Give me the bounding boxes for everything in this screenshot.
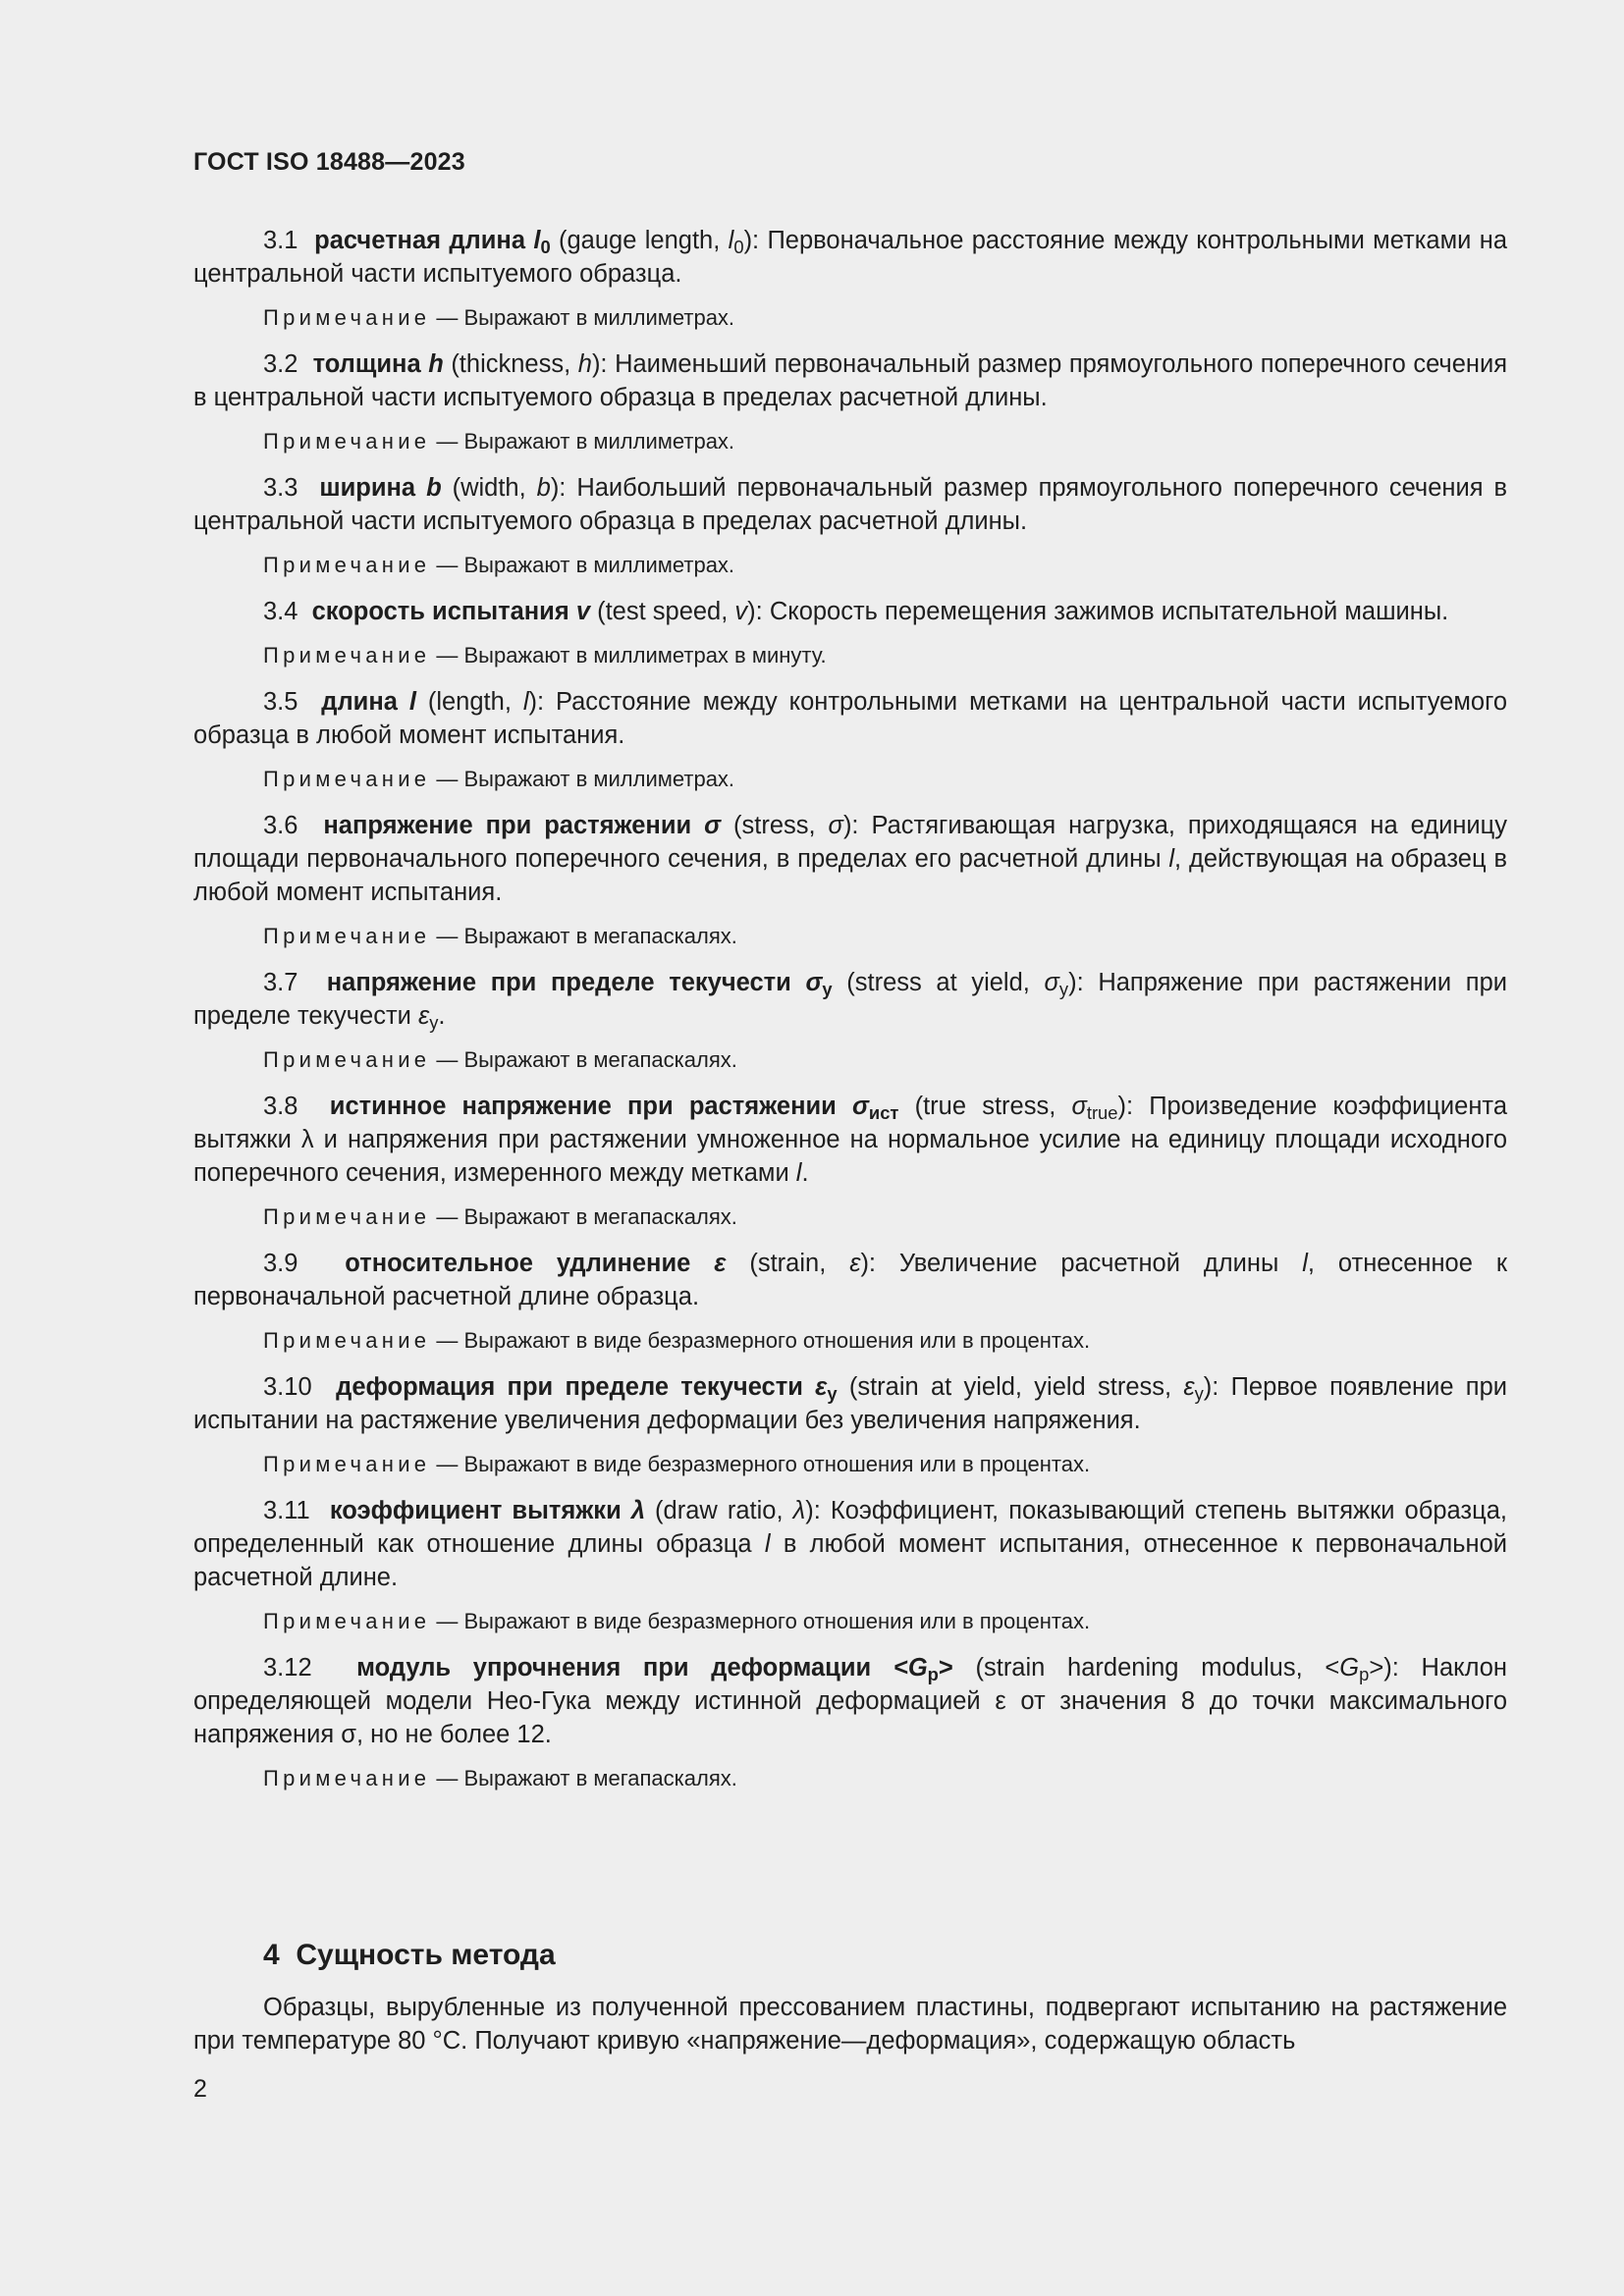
term-name: [319, 474, 441, 502]
term-symbol: ε: [815, 1373, 828, 1401]
term-number: 3.4: [263, 598, 298, 625]
note-label: Примечание: [263, 1204, 431, 1229]
definition-symbol: l: [764, 1530, 771, 1558]
note-label: Примечание: [263, 553, 431, 577]
note-label: Примечание: [263, 429, 431, 454]
term-entry: [193, 347, 1507, 414]
definition-symbol: ε: [417, 1002, 430, 1030]
english-symbol-subscript: y: [1058, 979, 1069, 1000]
english-term-open: (stress at yield,: [832, 969, 1045, 996]
note-dash: —: [436, 1609, 459, 1633]
english-term-open: (length,: [415, 688, 523, 716]
english-symbol: λ: [792, 1497, 806, 1524]
definition-text: ): Растягивающая нагрузка, приходящаяся на единицу площади первоначального поперечного сечения, в пределах его расчетной длины: [193, 812, 1508, 873]
definition-text: ): Наибольший первоначальный размер прямоугольного поперечного сечения в центральной части испытуемого образца в пределах расчетной длины.: [193, 474, 1508, 535]
term-name: [329, 1093, 899, 1124]
term-text: скорость испытания: [311, 598, 576, 625]
term-entry: [193, 1247, 1507, 1313]
english-symbol: σ: [828, 812, 843, 839]
term-text: коэффициент вытяжки: [329, 1497, 631, 1524]
english-term-open: (draw ratio,: [645, 1497, 793, 1524]
term-entry: [193, 595, 1507, 628]
term-text: ширина: [319, 474, 427, 502]
note-dash: —: [436, 1047, 459, 1072]
term-symbol: λ: [630, 1497, 645, 1524]
terms-list: [193, 224, 1507, 1808]
term-symbol: σ: [805, 969, 823, 996]
note-text: Выражают в мегапаскалях.: [463, 1766, 737, 1790]
note-dash: —: [436, 429, 459, 454]
english-term-open: (test speed,: [590, 598, 735, 625]
term-number: 3.1: [263, 227, 298, 254]
english-symbol-subscript: 0: [733, 237, 744, 258]
english-term-open: (strain,: [726, 1250, 850, 1277]
english-symbol: ε: [849, 1250, 861, 1277]
term-symbol-tail: >: [938, 1654, 953, 1682]
term-entry: [193, 809, 1507, 909]
term-name: [314, 227, 551, 258]
note-label: Примечание: [263, 1452, 431, 1476]
note-dash: —: [436, 643, 459, 667]
english-term-open: (stress,: [721, 812, 829, 839]
term-name: [313, 350, 444, 378]
note: [263, 303, 1507, 333]
english-term-open: (strain hardening modulus, <: [952, 1654, 1340, 1682]
term-symbol: b: [426, 474, 442, 502]
english-term-open: (thickness,: [443, 350, 578, 378]
note-text: Выражают в виде безразмерного отношения или в процентах.: [463, 1452, 1091, 1476]
term-number: 3.9: [263, 1250, 298, 1277]
term-name: [312, 598, 590, 625]
term-entry: [193, 1090, 1507, 1190]
note: [263, 1607, 1507, 1636]
definition-text: ): Произведение коэффициента вытяжки λ и напряжения при растяжении умноженное на нормальное усилие на единицу площади исходного поперечного сечения, измеренного между метками: [193, 1093, 1508, 1187]
english-symbol-subscript: p: [1359, 1664, 1370, 1685]
definition-tail: , отнесенное к первоначальной расчетной длине образца.: [193, 1250, 1507, 1310]
running-header: ГОСТ ISO 18488—2023: [193, 148, 465, 176]
note-label: Примечание: [263, 305, 431, 330]
term-symbol: l: [533, 227, 541, 254]
note-dash: —: [436, 553, 459, 577]
definition-text: ): Наименьший первоначальный размер прямоугольного поперечного сечения в центральной части испытуемого образца в пределах расчетной длины.: [193, 350, 1508, 411]
note-dash: —: [436, 767, 459, 791]
term-name: [330, 1497, 645, 1524]
term-entry: [193, 224, 1507, 291]
term-symbol-subscript: 0: [540, 237, 551, 258]
note-label: Примечание: [263, 924, 431, 948]
definition-text: ): Коэффициент, показывающий степень вытяжки образца, определенный как отношение длины образца: [193, 1497, 1507, 1558]
definition-text: ): Скорость перемещения зажимов испытательной машины.: [747, 598, 1449, 625]
term-number: 3.8: [263, 1093, 298, 1120]
term-entry: [193, 1494, 1507, 1594]
english-symbol: b: [536, 474, 551, 502]
term-symbol: h: [428, 350, 444, 378]
term-text: напряжение при пределе текучести: [326, 969, 806, 996]
section-number: 4: [263, 1939, 280, 1971]
term-symbol: <G: [893, 1654, 928, 1682]
note-label: Примечание: [263, 1328, 431, 1353]
term-text: относительное удлинение: [345, 1250, 715, 1277]
note-label: Примечание: [263, 1609, 431, 1633]
definition-tail: .: [438, 1002, 446, 1030]
term-name: [326, 969, 833, 1000]
section-paragraph: Образцы, вырубленные из полученной прессованием пластины, подвергают испытанию на растяжение при температуре 80 °C. Получают кривую «напряжение—деформация», содержащую область: [193, 1994, 1507, 2055]
term-symbol-subscript: ист: [868, 1102, 899, 1124]
note-text: Выражают в миллиметрах.: [463, 429, 735, 454]
note-text: Выражают в миллиметрах.: [463, 305, 735, 330]
english-symbol: h: [577, 350, 592, 378]
term-symbol-subscript: p: [927, 1664, 939, 1685]
note-text: Выражают в миллиметрах.: [463, 767, 735, 791]
english-term-open: (strain at yield, yield stress,: [837, 1373, 1184, 1401]
term-symbol-subscript: y: [822, 979, 833, 1000]
definition-tail: в любой момент испытания, отнесенное к первоначальной расчетной длине.: [193, 1530, 1507, 1591]
note-text: Выражают в мегапаскалях.: [463, 1204, 737, 1229]
note: [263, 1045, 1507, 1075]
term-entry: [193, 685, 1507, 752]
term-text: деформация при пределе текучести: [336, 1373, 816, 1401]
english-term-open: (true stress,: [898, 1093, 1072, 1120]
term-symbol: σ: [704, 812, 722, 839]
note: [263, 641, 1507, 670]
page-number: 2: [193, 2075, 207, 2103]
note-dash: —: [436, 1328, 459, 1353]
english-symbol: G: [1339, 1654, 1360, 1682]
english-symbol-subscript: y: [1194, 1383, 1204, 1405]
term-number: 3.6: [263, 812, 298, 839]
definition-text: ): Увеличение расчетной длины: [860, 1250, 1303, 1277]
term-text: расчетная длина: [314, 227, 534, 254]
term-symbol: σ: [852, 1093, 869, 1120]
term-entry: [193, 966, 1507, 1033]
note: [263, 765, 1507, 794]
note-text: Выражают в мегапаскалях.: [463, 1047, 737, 1072]
note: [263, 1326, 1507, 1356]
term-number: 3.11: [263, 1497, 310, 1524]
definition-text: ): Наклон определяющей модели Нео-Гука между истинной деформацией ε от значения 8 до точки максимального напряжения σ, но не более 12.: [193, 1654, 1508, 1748]
term-entry: [193, 1370, 1507, 1437]
definition-symbol-subscript: y: [429, 1012, 439, 1034]
note-label: Примечание: [263, 1047, 431, 1072]
term-name: [336, 1373, 838, 1405]
note: [263, 1450, 1507, 1479]
term-name: [323, 812, 721, 839]
note-text: Выражают в миллиметрах в минуту.: [463, 643, 827, 667]
english-term-open: (width,: [441, 474, 537, 502]
definition-text: ): Напряжение при растяжении при пределе текучести: [193, 969, 1508, 1030]
definition-text: ): Первое появление при испытании на растяжение увеличения деформации без увеличения напряжения.: [193, 1373, 1508, 1434]
term-symbol: l: [408, 688, 416, 716]
term-text: длина: [321, 688, 409, 716]
term-entry: [193, 471, 1507, 538]
note-dash: —: [436, 305, 459, 330]
note-text: Выражают в виде безразмерного отношения или в процентах.: [463, 1328, 1091, 1353]
term-symbol: v: [575, 598, 590, 625]
english-symbol-subscript: true: [1086, 1102, 1118, 1124]
term-number: 3.3: [263, 474, 298, 502]
term-number: 3.7: [263, 969, 298, 996]
definition-tail: .: [801, 1159, 809, 1187]
term-number: 3.12: [263, 1654, 312, 1682]
english-symbol: σ: [1071, 1093, 1087, 1120]
note: [263, 922, 1507, 951]
definition-symbol: l: [1302, 1250, 1308, 1277]
note-dash: —: [436, 1766, 459, 1790]
note-label: Примечание: [263, 643, 431, 667]
term-text: толщина: [312, 350, 429, 378]
section-heading: [263, 1939, 556, 1972]
definition-tail: , действующая на образец в любой момент испытания.: [193, 845, 1507, 906]
definition-symbol: l: [1168, 845, 1175, 873]
note-dash: —: [436, 1204, 459, 1229]
term-name: [321, 688, 416, 716]
note-dash: —: [436, 924, 459, 948]
english-symbol-tail: >: [1369, 1654, 1384, 1682]
note-label: Примечание: [263, 1766, 431, 1790]
note-text: Выражают в миллиметрах.: [463, 553, 735, 577]
english-symbol: l: [522, 688, 529, 716]
english-symbol: σ: [1044, 969, 1059, 996]
term-name: [345, 1250, 726, 1277]
note: [263, 427, 1507, 456]
term-text: модуль упрочнения при деформации: [356, 1654, 893, 1682]
term-entry: [193, 1651, 1507, 1751]
note: [263, 1202, 1507, 1232]
note: [263, 551, 1507, 580]
definition-text: ): Первоначальное расстояние между контрольными метками на центральной части испытуемого образца.: [193, 227, 1507, 288]
term-symbol: ε: [714, 1250, 727, 1277]
english-symbol: l: [728, 227, 734, 254]
note-dash: —: [436, 1452, 459, 1476]
term-number: 3.2: [263, 350, 298, 378]
section-title: Сущность метода: [296, 1939, 556, 1971]
note: [263, 1764, 1507, 1793]
term-text: истинное напряжение при растяжении: [329, 1093, 852, 1120]
note-label: Примечание: [263, 767, 431, 791]
note-text: Выражают в виде безразмерного отношения или в процентах.: [463, 1609, 1091, 1633]
term-text: напряжение при растяжении: [323, 812, 705, 839]
definition-symbol: l: [795, 1159, 802, 1187]
term-name: [356, 1654, 953, 1685]
english-term-open: (gauge length,: [550, 227, 729, 254]
term-number: 3.10: [263, 1373, 312, 1401]
english-symbol: ε: [1183, 1373, 1195, 1401]
term-number: 3.5: [263, 688, 298, 716]
term-symbol-subscript: y: [827, 1383, 838, 1405]
note-text: Выражают в мегапаскалях.: [463, 924, 737, 948]
english-symbol: v: [734, 598, 748, 625]
definition-text: ): Расстояние между контрольными метками на центральной части испытуемого образца в любой момент испытания.: [193, 688, 1508, 749]
